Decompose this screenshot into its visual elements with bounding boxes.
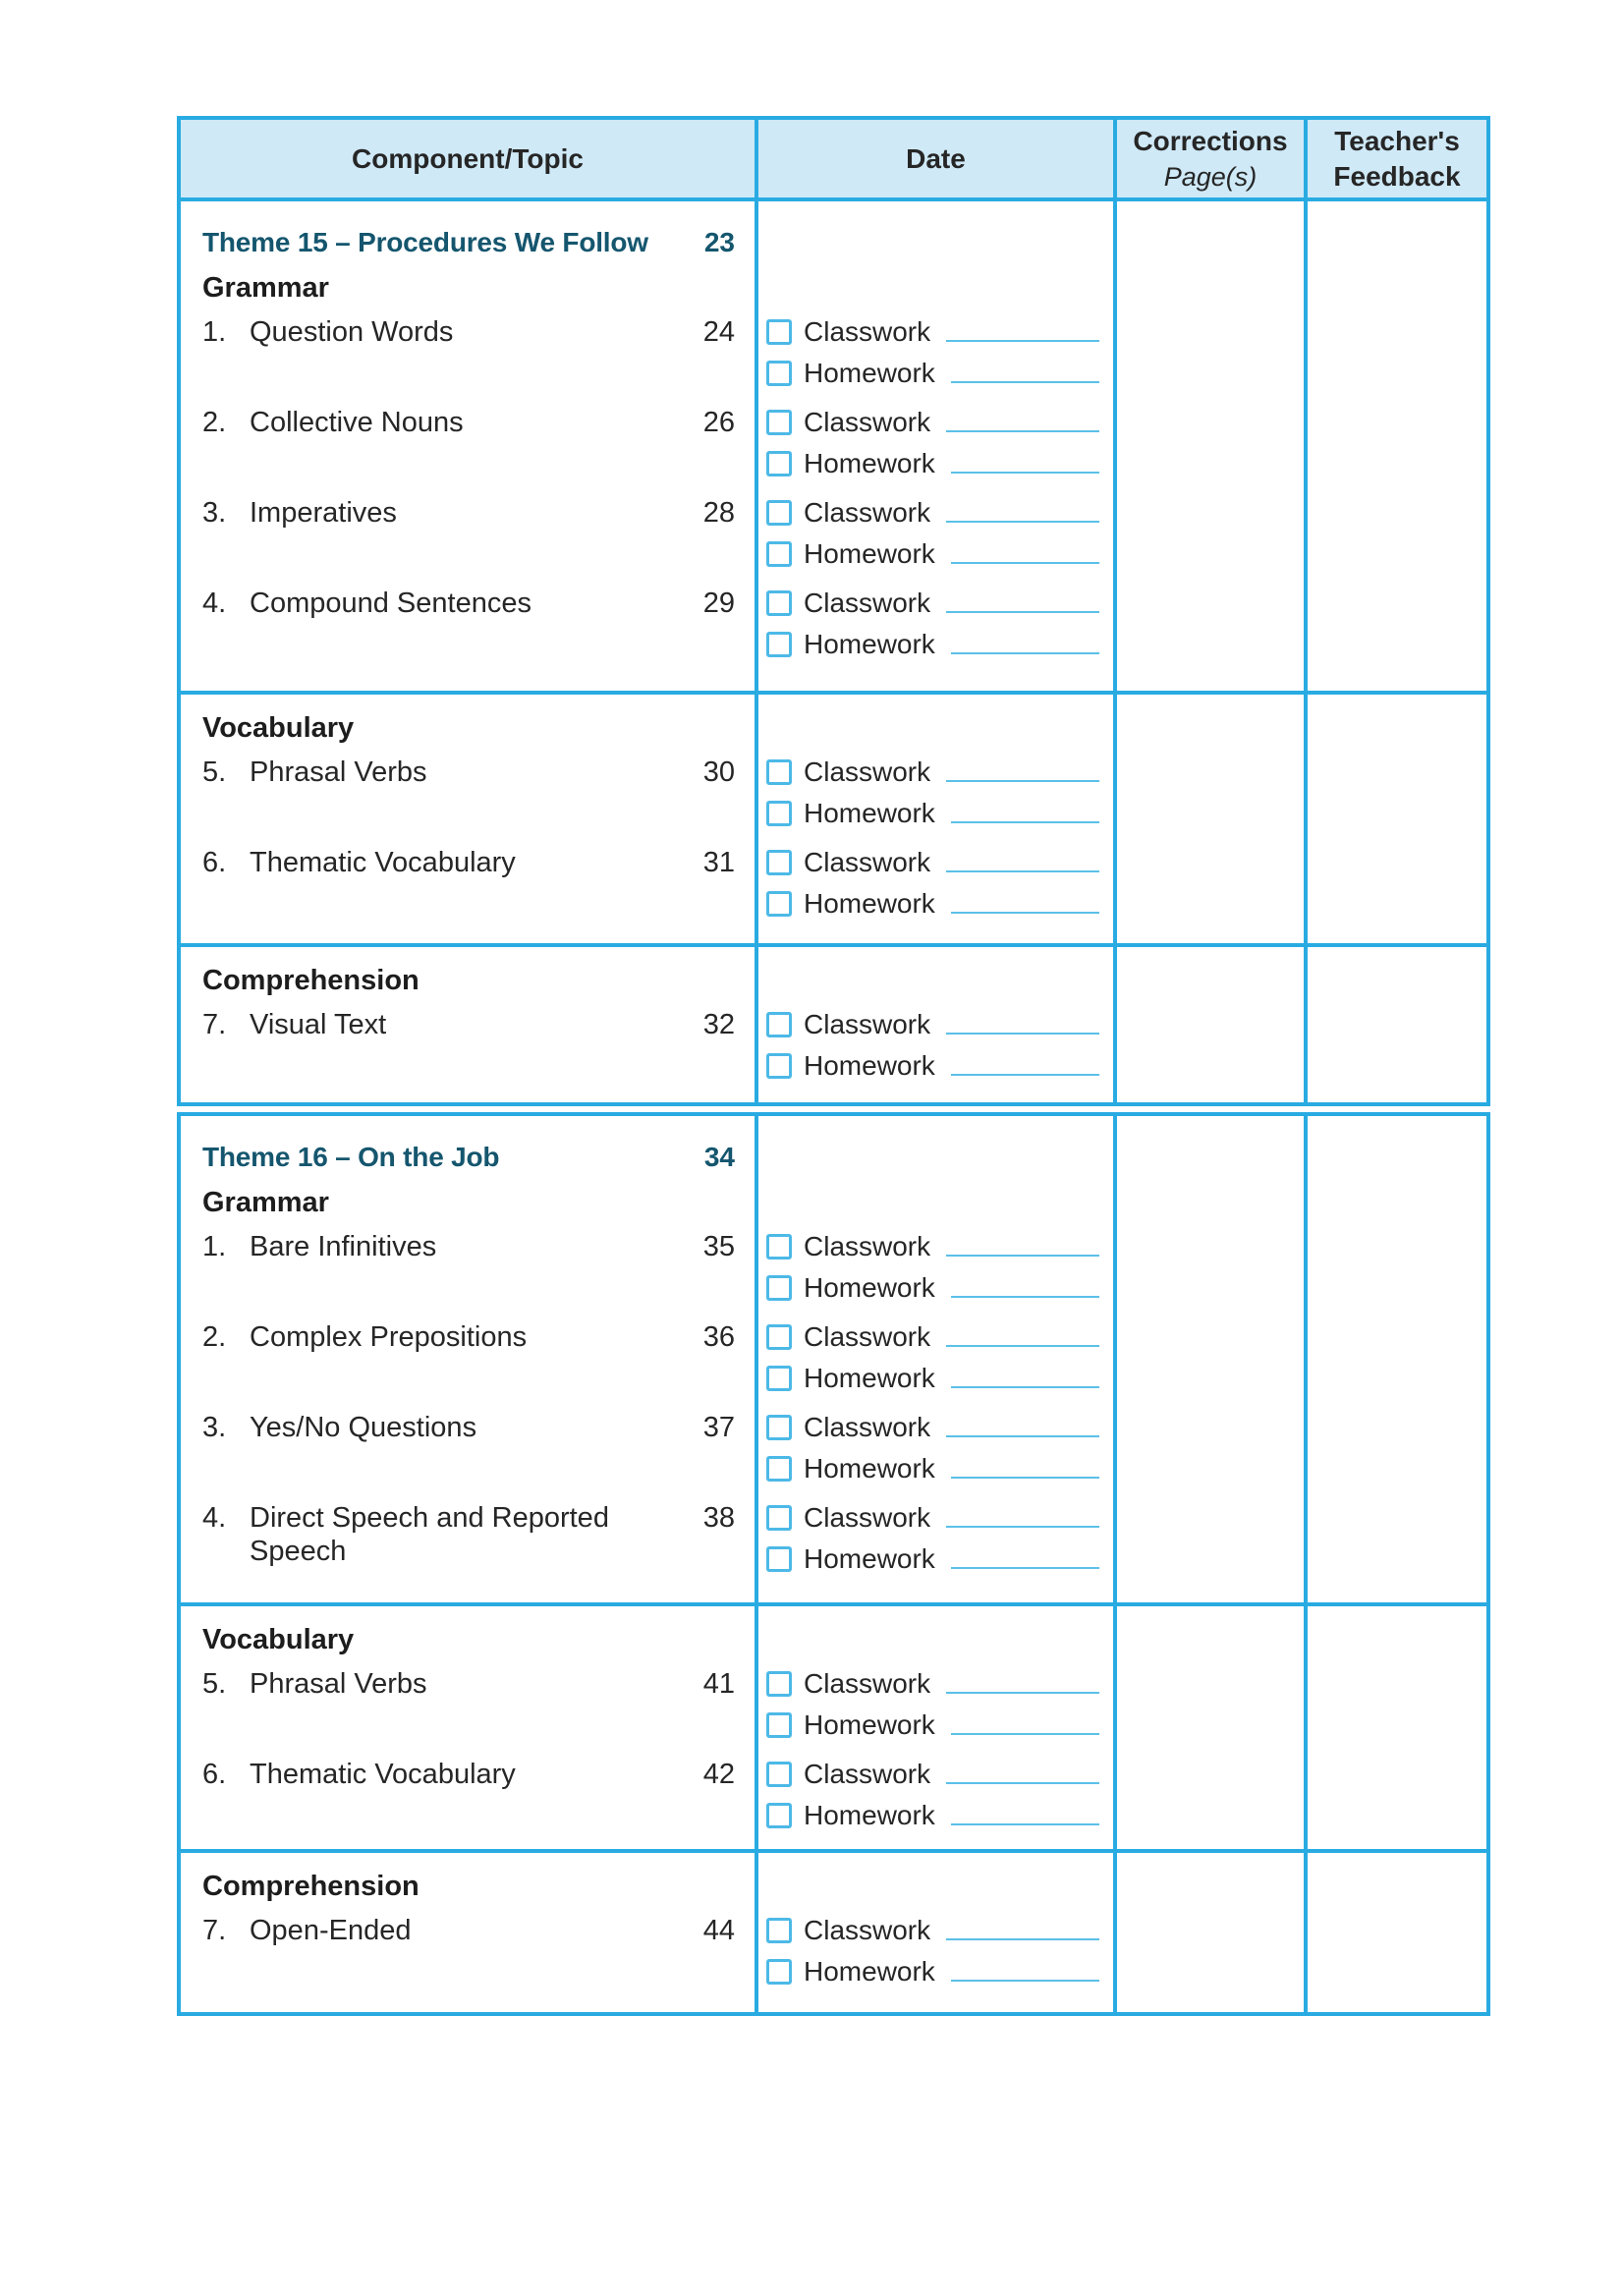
date-write-line[interactable]: [951, 472, 1099, 474]
date-write-line[interactable]: [946, 870, 1099, 872]
item-page-number: 29: [702, 588, 735, 619]
homework-label: Homework: [804, 538, 935, 569]
component-topic-cell: [181, 695, 755, 943]
homework-label: Homework: [804, 798, 935, 828]
date-check-pair: [766, 1501, 1099, 1592]
toc-item: [202, 406, 735, 496]
classwork-checkbox[interactable]: [766, 1234, 792, 1260]
item-label: Phrasal Verbs: [250, 1668, 427, 1700]
date-write-line[interactable]: [951, 562, 1099, 564]
classwork-label: Classwork: [804, 316, 931, 347]
date-check-pair: [766, 1758, 1099, 1848]
date-cell: [755, 947, 1113, 1102]
homework-label: Homework: [804, 1272, 935, 1303]
item-number: 2.: [202, 1321, 227, 1353]
spacer: [766, 1622, 1099, 1667]
feedback-cell[interactable]: [1304, 695, 1486, 943]
header-component-topic: Component/Topic: [352, 142, 584, 174]
classwork-check-row: [766, 587, 1099, 620]
classwork-check-row: [766, 315, 1099, 349]
item-page-number: 38: [702, 1502, 735, 1534]
classwork-check-row: [766, 1411, 1099, 1444]
component-topic-cell: [181, 1116, 755, 1602]
classwork-label: Classwork: [804, 1009, 931, 1039]
feedback-cell[interactable]: [1304, 1116, 1486, 1602]
classwork-label: Classwork: [804, 1231, 931, 1261]
homework-check-row: [766, 1542, 1099, 1576]
feedback-cell[interactable]: [1304, 947, 1486, 1102]
grammar-row: [181, 201, 1486, 691]
homework-check-row: [766, 628, 1099, 661]
section-heading: Vocabulary: [202, 1624, 355, 1655]
table-theme-16: [177, 1112, 1490, 2016]
homework-checkbox[interactable]: [766, 1275, 792, 1301]
classwork-check-row: [766, 1320, 1099, 1354]
homework-check-row: [766, 537, 1099, 571]
date-write-line[interactable]: [946, 521, 1099, 523]
date-cell: [755, 1606, 1113, 1849]
theme-title-line: [202, 1140, 735, 1185]
item-label: Thematic Vocabulary: [250, 1759, 516, 1790]
date-write-line[interactable]: [946, 1938, 1099, 1940]
homework-check-row: [766, 1271, 1099, 1305]
spacer: [766, 710, 1099, 756]
date-write-line[interactable]: [951, 1980, 1099, 1982]
homework-check-row: [766, 447, 1099, 480]
homework-checkbox[interactable]: [766, 1712, 792, 1738]
homework-label: Homework: [804, 1709, 935, 1740]
item-number: 1.: [202, 1231, 227, 1262]
classwork-label: Classwork: [804, 1412, 931, 1442]
toc-item: [202, 587, 735, 677]
date-cell: [755, 201, 1113, 691]
homework-label: Homework: [804, 1050, 935, 1081]
item-page-number: 42: [702, 1759, 735, 1790]
date-write-line[interactable]: [946, 1782, 1099, 1784]
classwork-checkbox[interactable]: [766, 590, 792, 616]
item-page-number: 28: [702, 497, 735, 529]
classwork-label: Classwork: [804, 1668, 931, 1699]
date-write-line[interactable]: [946, 1345, 1099, 1347]
item-page-number: 26: [702, 407, 735, 438]
item-page-number: 41: [702, 1668, 735, 1700]
corrections-cell[interactable]: [1113, 1853, 1304, 2012]
date-write-line[interactable]: [946, 780, 1099, 782]
item-page-number: 37: [702, 1412, 735, 1443]
grammar-row: [181, 1116, 1486, 1602]
classwork-checkbox[interactable]: [766, 1762, 792, 1787]
corrections-cell[interactable]: [1113, 695, 1304, 943]
spacer: [766, 1869, 1099, 1914]
item-number: 3.: [202, 497, 227, 529]
homework-check-row: [766, 1049, 1099, 1083]
item-number: 7.: [202, 1915, 227, 1946]
feedback-cell[interactable]: [1304, 1606, 1486, 1849]
contents-tables: [177, 116, 1490, 2016]
homework-checkbox[interactable]: [766, 361, 792, 386]
classwork-checkbox[interactable]: [766, 1012, 792, 1037]
classwork-check-row: [766, 496, 1099, 530]
date-write-line[interactable]: [946, 1033, 1099, 1035]
classwork-label: Classwork: [804, 756, 931, 787]
homework-label: Homework: [804, 1800, 935, 1830]
homework-label: Homework: [804, 629, 935, 659]
item-label: Thematic Vocabulary: [250, 847, 516, 878]
date-check-pair: [766, 406, 1099, 496]
date-cell: [755, 1116, 1113, 1602]
classwork-checkbox[interactable]: [766, 759, 792, 785]
item-label: Bare Infinitives: [250, 1231, 437, 1262]
homework-label: Homework: [804, 1453, 935, 1484]
classwork-checkbox[interactable]: [766, 1324, 792, 1350]
item-label: Visual Text: [250, 1009, 387, 1040]
date-write-line[interactable]: [946, 430, 1099, 432]
date-write-line[interactable]: [951, 1477, 1099, 1479]
date-write-line[interactable]: [951, 652, 1099, 654]
classwork-label: Classwork: [804, 847, 931, 877]
corrections-cell[interactable]: [1113, 201, 1304, 691]
date-check-pair: [766, 846, 1099, 936]
homework-checkbox[interactable]: [766, 1456, 792, 1482]
component-topic-cell: [181, 1606, 755, 1849]
header-corrections-line2: Page(s): [1163, 161, 1258, 192]
item-page-number: 35: [702, 1231, 735, 1262]
header-feedback-line1: Teacher's: [1334, 125, 1460, 156]
date-write-line[interactable]: [946, 1255, 1099, 1257]
header-corrections-pages: [1113, 120, 1304, 197]
spacer: [766, 1185, 1099, 1230]
theme-page-number: 23: [703, 227, 735, 257]
classwork-check-row: [766, 1008, 1099, 1041]
component-topic-cell: [181, 947, 755, 1102]
homework-checkbox[interactable]: [766, 541, 792, 567]
table-header-row: [181, 120, 1486, 201]
item-label: Direct Speech and Reported Speech: [250, 1502, 609, 1567]
theme-title: Theme 16 – On the Job: [202, 1142, 500, 1172]
toc-item: [202, 1501, 735, 1592]
item-number: 2.: [202, 407, 227, 438]
item-label: Complex Prepositions: [250, 1321, 528, 1353]
comprehension-row: [181, 943, 1486, 1102]
spacer: [766, 225, 1099, 270]
date-check-pair: [766, 1914, 1099, 2004]
component-topic-cell: [181, 201, 755, 691]
theme-page-number: 34: [703, 1142, 735, 1172]
classwork-check-row: [766, 1501, 1099, 1535]
classwork-check-row: [766, 1914, 1099, 1947]
homework-checkbox[interactable]: [766, 1546, 792, 1572]
classwork-check-row: [766, 846, 1099, 879]
homework-checkbox[interactable]: [766, 632, 792, 657]
item-label: Imperatives: [250, 497, 397, 529]
header-feedback-line2: Feedback: [1333, 160, 1461, 192]
date-write-line[interactable]: [946, 611, 1099, 613]
section-heading: Comprehension: [202, 965, 419, 996]
date-write-line[interactable]: [951, 1386, 1099, 1388]
spacer: [766, 963, 1099, 1008]
item-number: 3.: [202, 1412, 227, 1443]
date-check-pair: [766, 1320, 1099, 1411]
item-label: Phrasal Verbs: [250, 756, 427, 788]
item-label: Yes/No Questions: [250, 1412, 477, 1443]
homework-check-row: [766, 887, 1099, 921]
spacer: [766, 270, 1099, 315]
toc-item: [202, 756, 735, 846]
toc-item: [202, 315, 735, 406]
classwork-checkbox[interactable]: [766, 1505, 792, 1531]
item-label: Compound Sentences: [250, 588, 531, 619]
feedback-cell[interactable]: [1304, 1853, 1486, 2012]
classwork-checkbox[interactable]: [766, 1671, 792, 1697]
date-check-pair: [766, 315, 1099, 406]
homework-check-row: [766, 357, 1099, 390]
date-write-line[interactable]: [951, 912, 1099, 914]
item-number: 1.: [202, 316, 227, 348]
toc-item: [202, 1758, 735, 1848]
homework-checkbox[interactable]: [766, 451, 792, 476]
date-write-line[interactable]: [951, 1733, 1099, 1735]
homework-checkbox[interactable]: [766, 891, 792, 917]
classwork-check-row: [766, 1758, 1099, 1791]
date-cell: [755, 695, 1113, 943]
classwork-checkbox[interactable]: [766, 1918, 792, 1943]
classwork-label: Classwork: [804, 1915, 931, 1945]
homework-checkbox[interactable]: [766, 1053, 792, 1079]
item-number: 4.: [202, 588, 227, 619]
toc-item: [202, 1411, 735, 1501]
classwork-label: Classwork: [804, 1321, 931, 1352]
feedback-cell[interactable]: [1304, 201, 1486, 691]
toc-item: [202, 496, 735, 587]
item-page-number: 30: [702, 756, 735, 788]
date-check-pair: [766, 1008, 1099, 1098]
item-label: Question Words: [250, 316, 454, 348]
item-page-number: 44: [702, 1915, 735, 1946]
date-check-pair: [766, 496, 1099, 587]
item-page-number: 31: [702, 847, 735, 878]
theme-title: Theme 15 – Procedures We Follow: [202, 227, 648, 257]
classwork-check-row: [766, 406, 1099, 439]
classwork-checkbox[interactable]: [766, 410, 792, 435]
date-write-line[interactable]: [946, 340, 1099, 342]
homework-label: Homework: [804, 1363, 935, 1393]
homework-check-row: [766, 1362, 1099, 1395]
homework-label: Homework: [804, 1956, 935, 1987]
toc-item: [202, 846, 735, 936]
homework-check-row: [766, 1708, 1099, 1742]
section-heading: Vocabulary: [202, 712, 355, 744]
item-page-number: 36: [702, 1321, 735, 1353]
item-number: 4.: [202, 1502, 227, 1534]
homework-checkbox[interactable]: [766, 1366, 792, 1391]
date-write-line[interactable]: [951, 381, 1099, 383]
homework-check-row: [766, 1452, 1099, 1485]
header-corrections-line1: Corrections: [1133, 125, 1288, 156]
classwork-label: Classwork: [804, 1759, 931, 1789]
date-write-line[interactable]: [951, 1567, 1099, 1569]
classwork-checkbox[interactable]: [766, 850, 792, 875]
date-check-pair: [766, 1230, 1099, 1320]
vocabulary-row: [181, 691, 1486, 943]
date-write-line[interactable]: [946, 1526, 1099, 1528]
item-label: Open-Ended: [250, 1915, 412, 1946]
homework-checkbox[interactable]: [766, 1803, 792, 1828]
comprehension-row: [181, 1849, 1486, 2012]
item-number: 6.: [202, 847, 227, 878]
item-page-number: 32: [702, 1009, 735, 1040]
table-theme-15: [177, 116, 1490, 1106]
item-number: 6.: [202, 1759, 227, 1790]
classwork-label: Classwork: [804, 1502, 931, 1533]
item-number: 5.: [202, 1668, 227, 1700]
date-check-pair: [766, 587, 1099, 677]
classwork-label: Classwork: [804, 497, 931, 528]
date-check-pair: [766, 1411, 1099, 1501]
homework-check-row: [766, 1955, 1099, 1988]
date-write-line[interactable]: [946, 1435, 1099, 1437]
corrections-cell[interactable]: [1113, 1606, 1304, 1849]
date-write-line[interactable]: [951, 1074, 1099, 1076]
classwork-check-row: [766, 756, 1099, 789]
theme-title-line: [202, 225, 735, 270]
spacer: [766, 1140, 1099, 1185]
header-date: Date: [755, 120, 1113, 197]
header-teachers-feedback: [1304, 120, 1486, 197]
homework-checkbox[interactable]: [766, 1959, 792, 1985]
date-write-line[interactable]: [951, 1296, 1099, 1298]
item-number: 7.: [202, 1009, 227, 1040]
homework-label: Homework: [804, 888, 935, 919]
date-check-pair: [766, 1667, 1099, 1758]
date-write-line[interactable]: [951, 821, 1099, 823]
corrections-cell[interactable]: [1113, 947, 1304, 1102]
item-number: 5.: [202, 756, 227, 788]
classwork-label: Classwork: [804, 407, 931, 437]
classwork-checkbox[interactable]: [766, 319, 792, 345]
homework-checkbox[interactable]: [766, 801, 792, 826]
toc-item: [202, 1320, 735, 1411]
date-write-line[interactable]: [951, 1823, 1099, 1825]
homework-label: Homework: [804, 1543, 935, 1574]
item-page-number: 24: [702, 316, 735, 348]
component-topic-cell: [181, 1853, 755, 2012]
date-check-pair: [766, 756, 1099, 846]
classwork-check-row: [766, 1230, 1099, 1263]
date-write-line[interactable]: [946, 1692, 1099, 1694]
classwork-label: Classwork: [804, 588, 931, 618]
section-heading: Comprehension: [202, 1871, 419, 1902]
toc-item: [202, 1230, 735, 1320]
corrections-cell[interactable]: [1113, 1116, 1304, 1602]
classwork-check-row: [766, 1667, 1099, 1701]
classwork-checkbox[interactable]: [766, 1415, 792, 1440]
toc-item: [202, 1008, 735, 1098]
homework-label: Homework: [804, 448, 935, 478]
section-heading: Grammar: [202, 1187, 329, 1218]
classwork-checkbox[interactable]: [766, 500, 792, 526]
homework-check-row: [766, 1799, 1099, 1832]
homework-check-row: [766, 797, 1099, 830]
section-heading: Grammar: [202, 272, 329, 304]
vocabulary-row: [181, 1602, 1486, 1849]
toc-item: [202, 1667, 735, 1758]
item-label: Collective Nouns: [250, 407, 464, 438]
homework-label: Homework: [804, 358, 935, 388]
toc-item: [202, 1914, 735, 2004]
date-cell: [755, 1853, 1113, 2012]
